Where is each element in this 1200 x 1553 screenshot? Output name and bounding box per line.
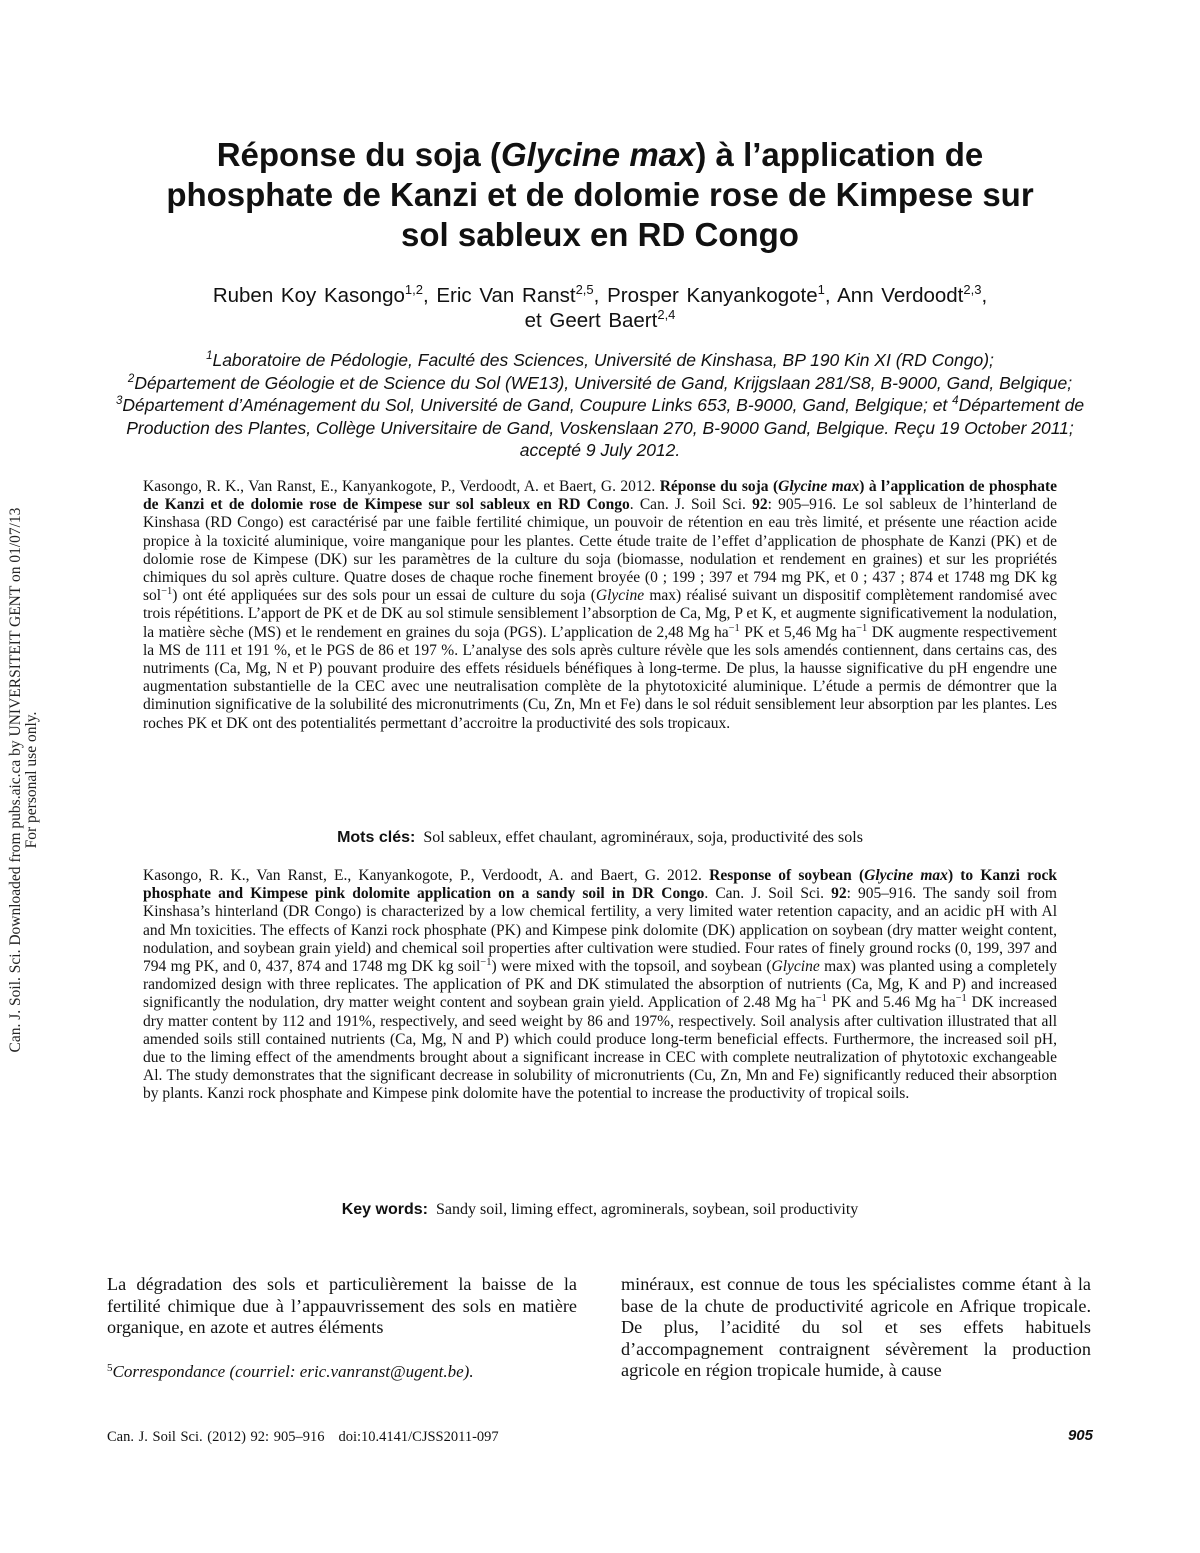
correspondence-footnote [107, 1362, 577, 1382]
author-affiliation-sup: 2,4 [657, 307, 676, 322]
unit-exponent: −1 [815, 993, 827, 1005]
abstract-journal: . Can. J. Soil Sci. [629, 496, 753, 514]
body-column-right: minéraux, est connue de tous les spécialistes comme étant à la base de la chute de productivité agricole en Afrique tropicale. De plus, l’acidité du sol et ses effets habituels d’accompagnement contraignent sévèrement la production agricole en région tropicale humide, à cause [621, 1274, 1091, 1381]
abstract-body: ) ont été appliquées sur des sols pour un essai de culture du soja ( [172, 587, 596, 605]
body-column-left: La dégradation des sols et particulièrement la baisse de la fertilité chimique due à l’appauvrissement des sols en matière organique, en azote et autres éléments [107, 1274, 577, 1338]
author-name: Eric Van Ranst [436, 284, 576, 307]
abstract-title-species: Glycine max [864, 867, 948, 884]
abstract-volume: 92 [831, 885, 847, 903]
author-separator: , [981, 284, 988, 307]
keywords-french [143, 828, 1057, 848]
abstract-body: max) réalisé suivant un dispositif complètement randomisé avec trois répétitions. L’apport de PK et de DK au sol stimule sensiblement l’absorption de Ca, Mg, P et K, et augmente significativement la nodulation, la matière sèche (MS) et le rendement en graines du soja (PGS). L’application de 2,48 Mg ha [143, 587, 1057, 641]
footer-doi: doi:10.4141/CJSS2011-097 [338, 1429, 499, 1445]
abstract-volume: 92 [752, 496, 768, 514]
footnote-text: Correspondance (courriel: eric.vanranst@ugent.be). [112, 1362, 474, 1381]
keywords-label: Mots clés: [337, 829, 416, 846]
abstract-body: PK and 5.46 Mg ha [826, 994, 956, 1012]
abstract-body: ) were mixed with the topsoil, and soybean ( [491, 958, 772, 976]
abstract-french [143, 478, 1057, 733]
abstract-pages: : 905–916. [767, 496, 843, 514]
abstract-english [143, 867, 1057, 1104]
abstract-title-part: ) à l’application de phosphate de Kanzi et de dolomie rose de Kimpese sur sol sableux en RD Congo [143, 478, 1058, 514]
keywords-text: Sol sableux, effet chaulant, agrominéraux, soja, productivité des sols [423, 829, 863, 846]
affiliation-text: Département de Géologie et de Science du Sol (WE13), Université de Gand, Krijgslaan 281/S8, B-9000, Gand, Belgique; [134, 372, 1073, 393]
abstract-citation: Kasongo, R. K., Van Ranst, E., Kanyankogote, P., Verdoodt, A. et Baert, G. 2012. [143, 478, 660, 495]
author-separator: , [593, 284, 608, 307]
abstract-body: max) was planted using a completely randomized design with three replicates. The application of PK and DK stimulated the absorption of nutrients (Ca, Mg, K and P) and increased significantly the nodulation, dry matter weight content and soybean grain yield. Application of 2.48 Mg ha [143, 958, 1057, 1012]
author-name: Prosper Kanyankogote [607, 284, 818, 307]
unit-exponent: −1 [161, 586, 173, 598]
abstract-body: DK increased dry matter content by 112 and 191%, respectively, and seed weight by 86 and 197%, respectively. Soil analysis after cultivation illustrated that all amended soils still contained nutrients (Ca, Mg, N and P) which could produce long-term beneficial effects. Furthermore, the increased soil pH, due to the liming effect of the amendments brought about a significant increase in CEC with complete neutralization of phytotoxic exchangeable Al. The study demonstrates that the significant decrease in solubility of micronutrients (Cu, Zn, Mn and Fe) significantly reduced their absorption by plants. Kanzi rock phosphate and Kimpese pink dolomite have the potential to increase the productivity of tropical soils. [143, 994, 1058, 1103]
article-title [140, 135, 1060, 255]
author-name: Ruben Koy Kasongo [212, 284, 405, 307]
author-name: Ann Verdoodt [837, 284, 964, 307]
affiliation-sup: 3 [115, 395, 123, 407]
unit-exponent: −1 [480, 957, 492, 969]
keywords-text: Sandy soil, liming effect, agrominerals, soybean, soil productivity [435, 1201, 859, 1218]
abstract-title-species: Glycine max [778, 478, 860, 495]
author-list [130, 283, 1070, 333]
unit-exponent: −1 [728, 622, 740, 634]
author-separator: , [824, 284, 838, 307]
running-footer [107, 1428, 499, 1446]
footer-journal: Can. J. Soil Sci. (2012) 92: 905–916 [107, 1429, 325, 1445]
affiliations [100, 349, 1100, 462]
abstract-species: Glycine [771, 958, 820, 976]
title-part-2: ) à l’application de phosphate de Kanzi et de dolomie rose de Kimpese sur sol sableux en RD Congo [166, 136, 1034, 253]
unit-exponent: −1 [955, 993, 967, 1005]
abstract-body: Le sol sableux de l’hinterland de Kinshasa (RD Congo) est caractérisé par une faible fertilité chimique, un pouvoir de rétention en eau très limité, et présente une réaction acide propice à la toxicité aluminique, voire manganique pour les plantes. Cette étude traite de l’effet d’application de phosphate de Kanzi (PK) et de dolomie rose de Kimpese (DK) sur les paramètres de la culture du soja (biomasse, nodulation et rendement en graines) et sur les propriétés chimiques du sol après culture. Quatre doses de chaque roche finement broyée (0 ; 199 ; 397 et 794 mg PK, et 0 ; 437 ; 874 et 1748 mg DK kg sol [143, 496, 1057, 605]
watermark-line-1: Can. J. Soil. Sci. Downloaded from pubs.aic.ca by UNIVERSITEIT GENT on 01/07/13 [7, 507, 24, 1053]
author-affiliation-sup: 1 [817, 282, 825, 297]
abstract-title-part: ) to Kanzi rock phosphate and Kimpese pink dolomite application on a sandy soil in DR Congo [143, 867, 1057, 903]
download-watermark [0, 0, 60, 1553]
affiliation-text: Laboratoire de Pédologie, Faculté des Sciences, Université de Kinshasa, BP 190 Kin XI (RD Congo); [212, 350, 994, 370]
abstract-species: Glycine [595, 587, 645, 605]
abstract-body: DK augmente respectivement la MS de 111 et 191 %, et le PGS de 86 et 197 %. L’analyse des sols après culture révèle que les sols amendés contiennent, dans certains cas, des nutriments (Ca, Mg, N et P) pouvant produire des effets résiduels bénéfiques à long-terme. De plus, la hausse significative du pH engendre une augmentation substantielle de la CEC avec une neutralisation complète de la phytotoxicité aluminique. L’étude a permis de démontrer que la diminution significative de la solubilité des micronutriments (Cu, Zn, Mn et Fe) dans le sol réduit sensiblement leur absorption par les plantes. Les roches PK et DK ont des potentialités permettant d’accroitre la productivité des sols tropicaux. [143, 623, 1057, 732]
abstract-title-part: Réponse du soja ( [659, 478, 779, 495]
abstract-citation: Kasongo, R. K., Van Ranst, E., Kanyankogote, P., Verdoodt, A. and Baert, G. 2012. [143, 867, 710, 884]
footnote-sup: 5 [107, 1362, 113, 1374]
keywords-label: Key words: [341, 1201, 428, 1218]
affiliation-text: Département de Production des Plantes, Collège Universitaire de Gand, Voskenslaan 270, B-9000 Gand, Belgique. Reçu 19 October 2011; accepté 9 July 2012. [126, 395, 1085, 460]
affiliation-sup: 1 [206, 350, 213, 362]
watermark-text [8, 508, 40, 1053]
keywords-english [143, 1200, 1057, 1220]
abstract-body: The sandy soil from Kinshasa’s hinterland (DR Congo) is characterized by a low chemical fertility, a very limited water retention capacity, and an acidic pH with Al and Mn toxicities. The effects of Kanzi rock phosphate (PK) and Kimpese pink dolomite (DK) application on soybean (dry matter weight content, nodulation, and soybean grain yield) and chemical soil properties after cultivation were studied. Four rates of finely ground rocks (0, 199, 397 and 794 mg PK, and 0, 437, 874 and 1748 mg DK kg soil [143, 885, 1057, 976]
affiliation-sup: 2 [127, 372, 135, 385]
author-separator: , [422, 284, 437, 307]
abstract-title-part: Response of soybean ( [709, 867, 865, 884]
affiliation-sup: 4 [952, 395, 959, 407]
unit-exponent: −1 [856, 622, 868, 634]
title-species: Glycine max [500, 136, 696, 173]
abstract-body: PK et 5,46 Mg ha [739, 623, 857, 641]
watermark-line-2: For personal use only. [23, 711, 40, 849]
abstract-pages: : 905–916. [846, 885, 923, 903]
title-part-1: Réponse du soja ( [216, 136, 501, 173]
affiliation-text: Département d’Aménagement du Sol, Université de Gand, Coupure Links 653, B-9000, Gand, Belgique; et [122, 395, 953, 415]
author-affiliation-sup: 1,2 [404, 282, 423, 297]
author-affiliation-sup: 2,3 [963, 282, 982, 297]
author-name: et Geert Baert [524, 309, 658, 332]
author-affiliation-sup: 2,5 [575, 282, 594, 297]
abstract-journal: . Can. J. Soil Sci. [704, 885, 832, 903]
page-number: 905 [1067, 1427, 1093, 1444]
